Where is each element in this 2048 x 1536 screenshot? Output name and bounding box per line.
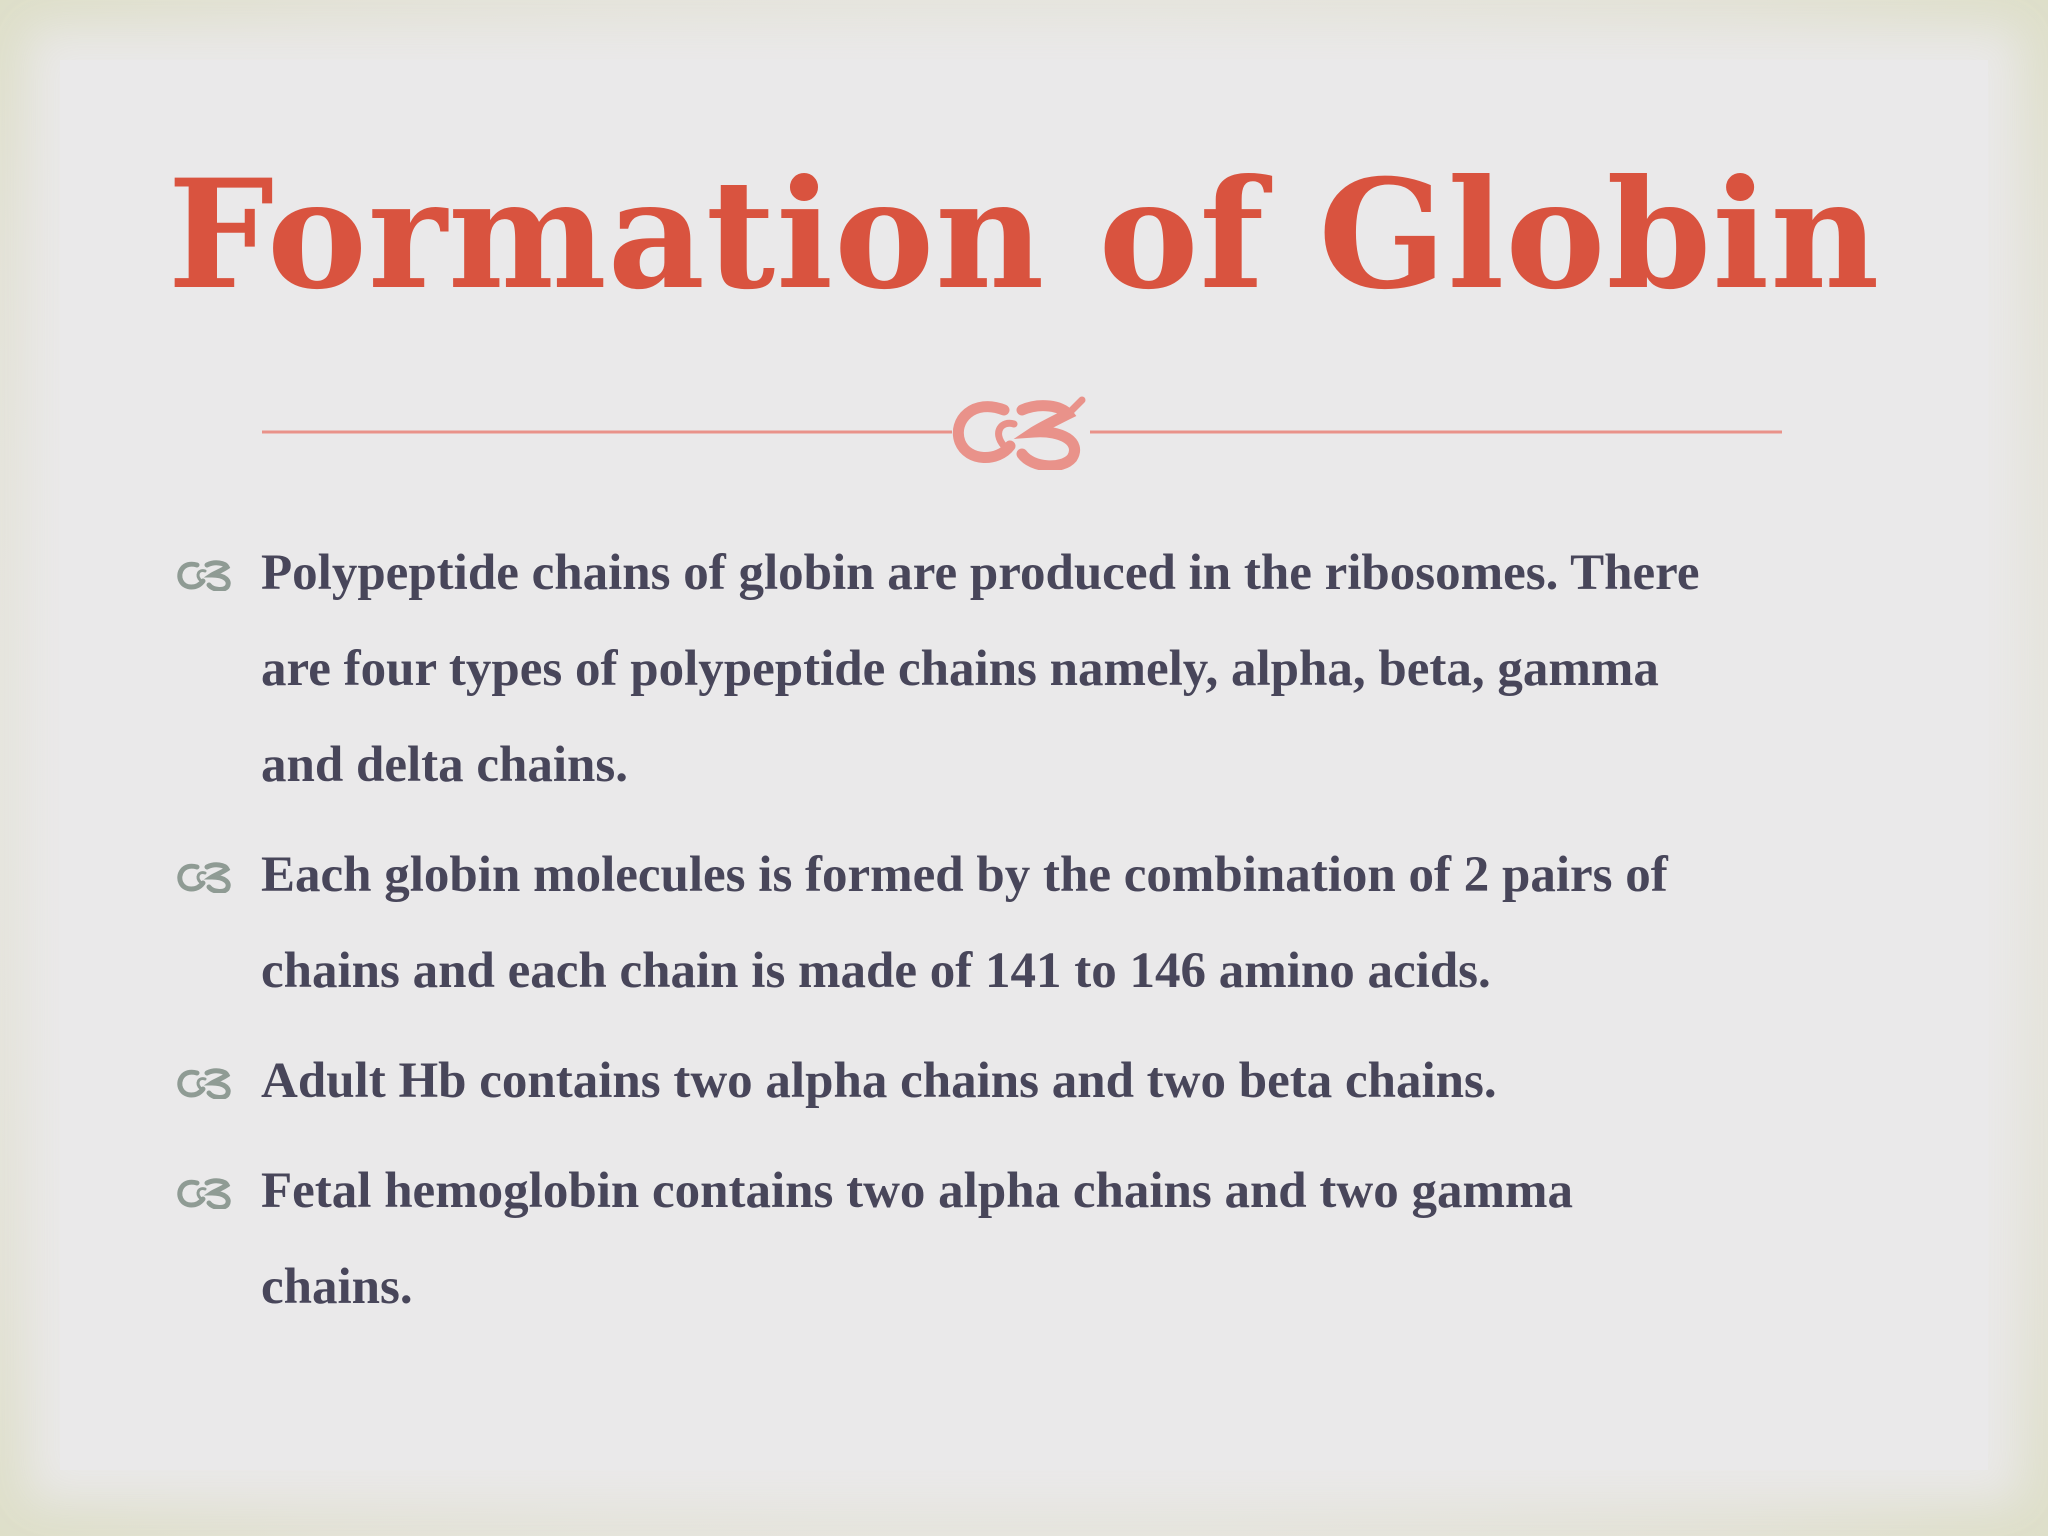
bullet-line: chains.	[261, 1259, 413, 1315]
bullet-item	[175, 827, 1895, 1019]
bullet-line: and delta chains.	[261, 737, 629, 793]
bullet-list	[175, 525, 1895, 1349]
title-divider	[262, 380, 1782, 470]
bullet-line: Each globin molecules is formed by the combination of 2 pairs of	[261, 847, 1668, 903]
flourish-bullet-icon	[175, 557, 233, 591]
flourish-bullet-icon	[175, 859, 233, 893]
bullet-item	[175, 1033, 1895, 1129]
bullet-line: Fetal hemoglobin contains two alpha chains and two gamma	[261, 1163, 1573, 1219]
bullet-line: Adult Hb contains two alpha chains and two beta chains.	[261, 1053, 1497, 1109]
flourish-bullet-icon	[175, 1065, 233, 1099]
bullet-line: Polypeptide chains of globin are produced in the ribosomes. There	[261, 545, 1700, 601]
bullet-line: chains and each chain is made of 141 to 146 amino acids.	[261, 943, 1491, 999]
flourish-ornament-icon	[958, 400, 1082, 466]
slide-title: Formation of Globin	[167, 147, 1881, 323]
bullet-item	[175, 1143, 1895, 1335]
bullet-line: are four types of polypeptide chains namely, alpha, beta, gamma	[261, 641, 1659, 697]
bullet-item	[175, 525, 1895, 813]
flourish-bullet-icon	[175, 1175, 233, 1209]
